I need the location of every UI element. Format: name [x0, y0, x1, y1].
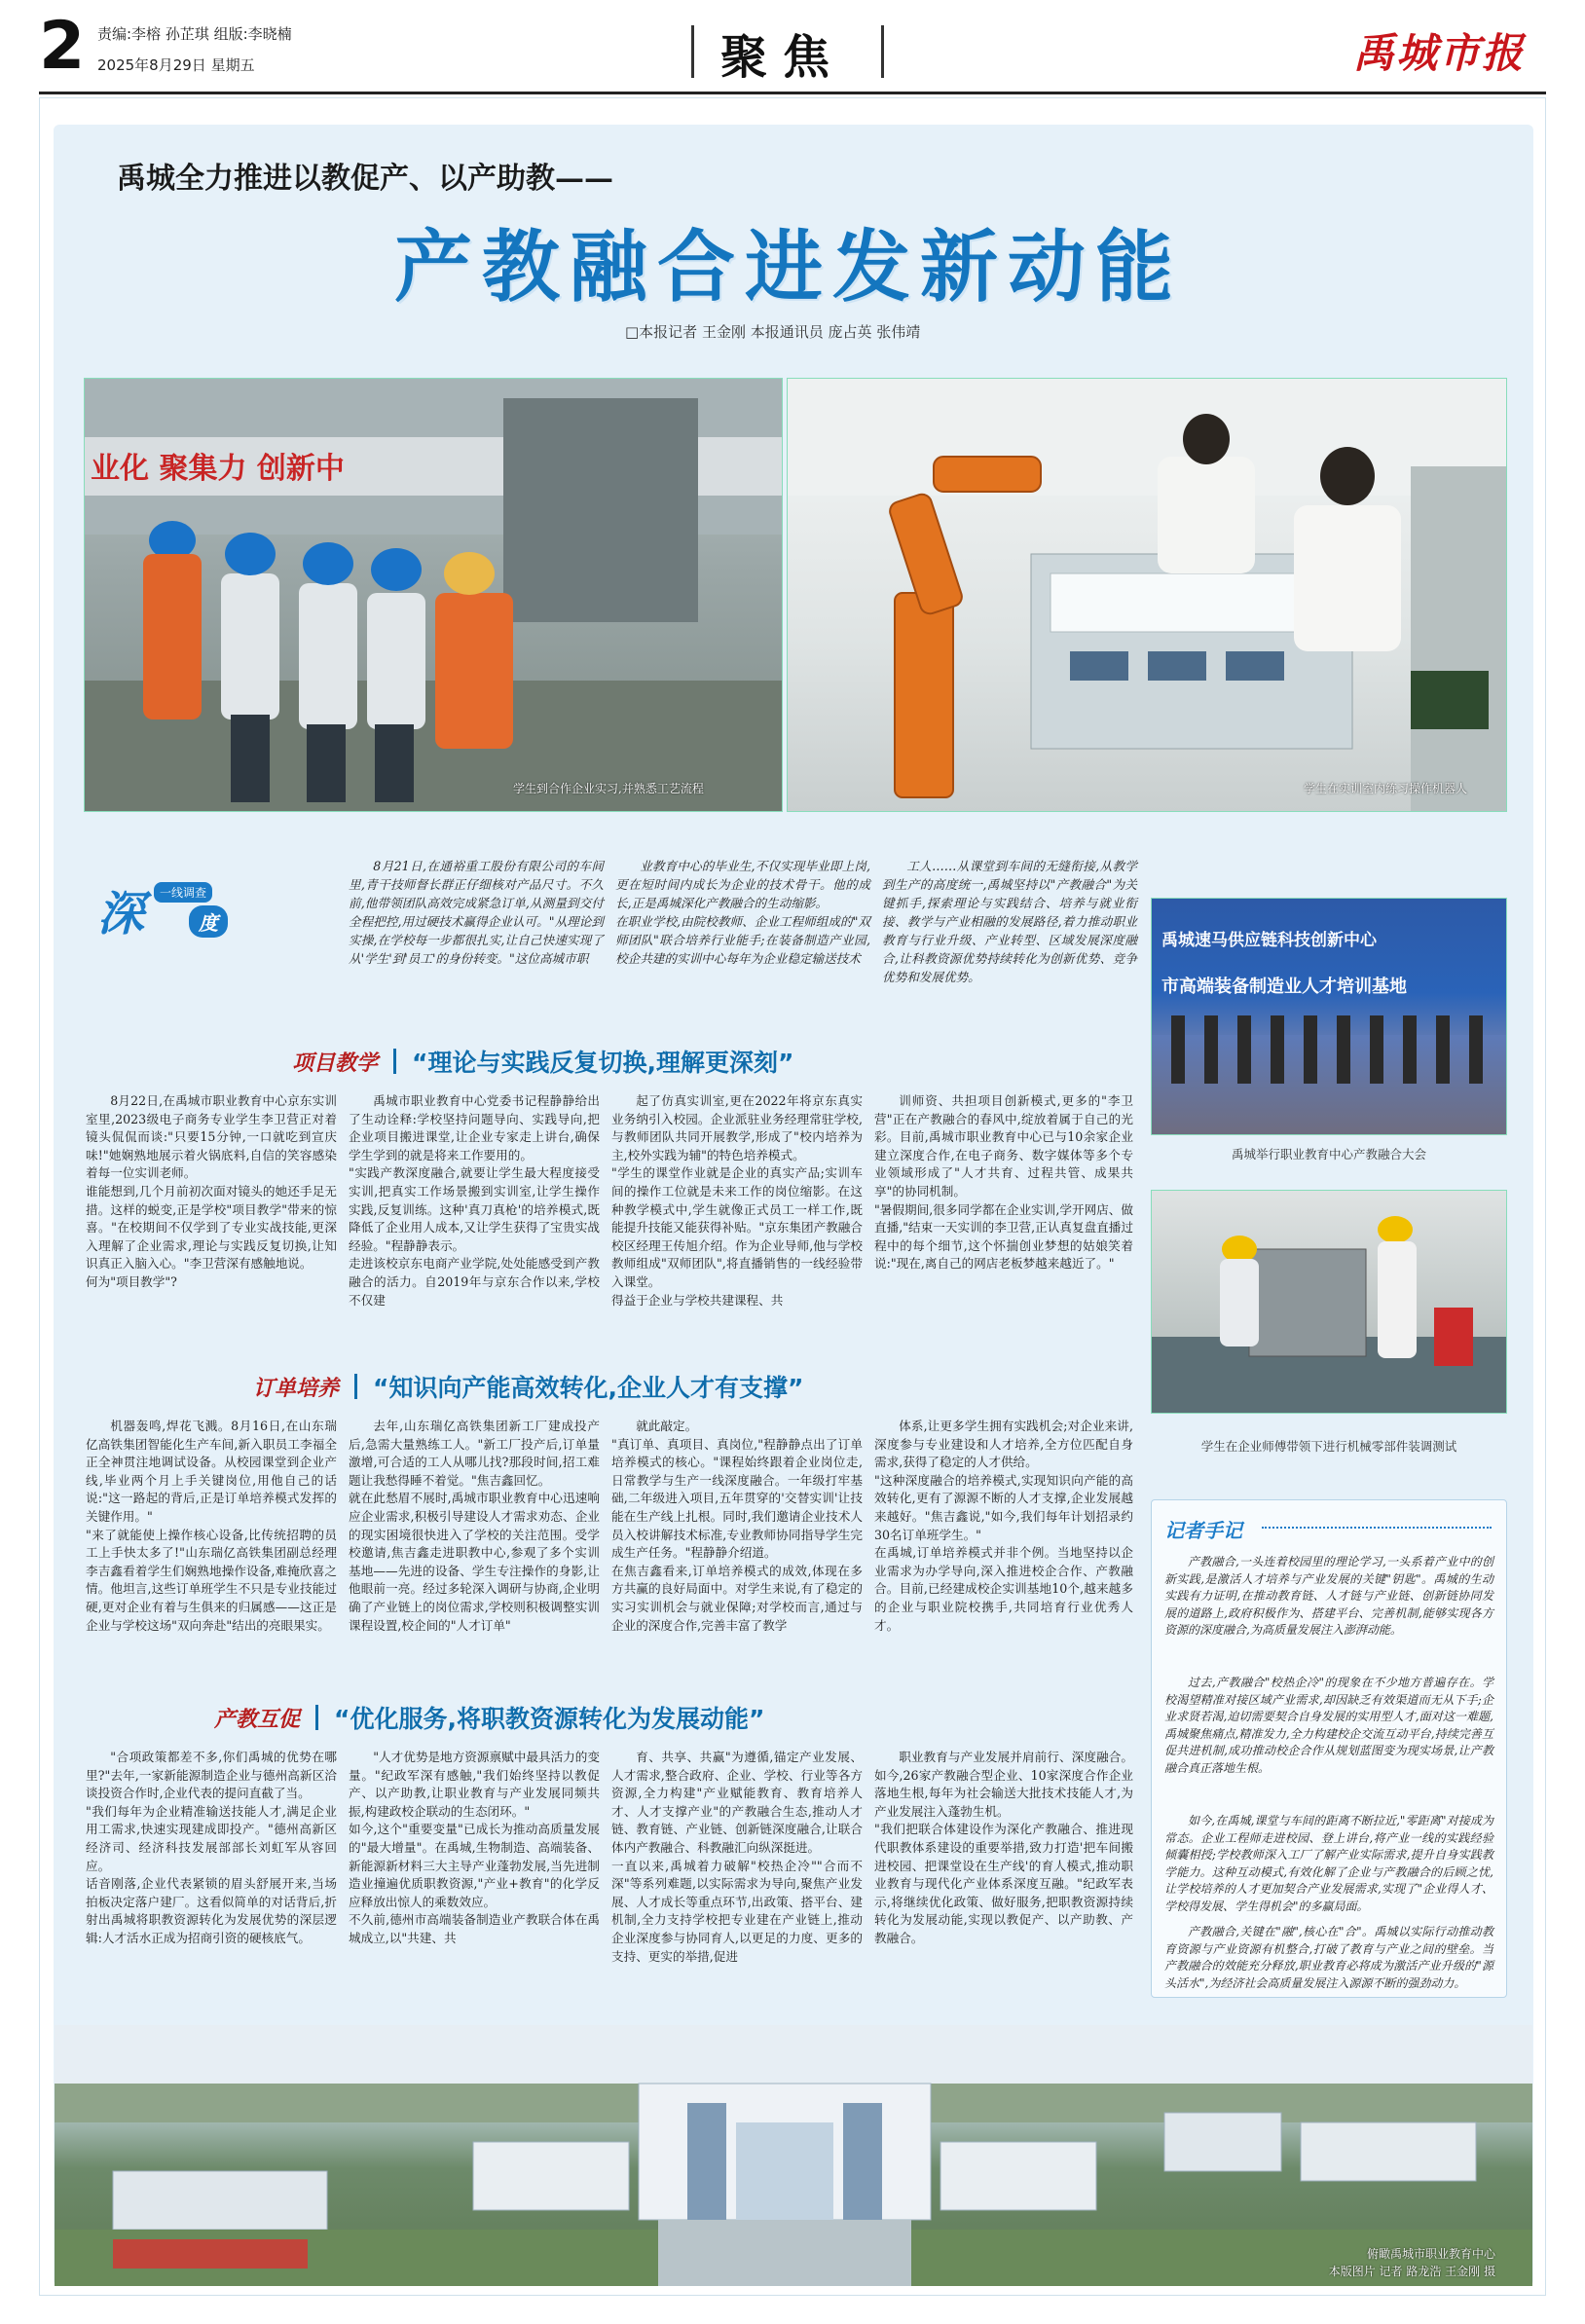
section-2-bar: [354, 1374, 357, 1399]
header-divider-left: [691, 25, 694, 78]
section-3-col-2: "人才优势是地方资源禀赋中最具活力的变量。"纪政军深有感触,"我们始终坚持以教促产、以产助教,让职业教育与产业发展同频共振,构建政校企联动的生态闭环。" 如今,这个"重要变量"已成长为推动高质量发展的"最大增量"。在禹城,生物制造、高端装备、新能源新材料三大主导产业蓬勃发展,当先进制造业撞遍优质职教资源,"产业+教育"的化学反应释放出惊人的乘数效应。 不久前,德州市高端装备制造业产教联合体在禹城成立,以"共建、共: [349, 1750, 600, 1945]
section-2-col-3: 就此敲定。 "真订单、真项目、真岗位,"程静静点出了订单培养模式的核心。"课程始终跟着企业岗位走,日常教学与生产一线深度融合。一年级打牢基础,二年级进入项目,五年贯穿的'交替实训'让技能在生产线上扎根。同时,我们邀请企业技术人员入校讲解技术标准,专业教师协同指导学生完成生产任务。"程静静介绍道。 在焦吉鑫看来,订单培养模式的成效,体现在多方共赢的良好局面中。对学生来说,有了稳定的实习实训机会与就业保障;对学校而言,通过与企业的深度合作,完善丰富了教学: [611, 1419, 863, 1633]
page-number: 2: [39, 8, 86, 85]
section-2-col-2: 去年,山东瑞亿高铁集团新工厂建成投产后,急需大量熟练工人。"新工厂投产后,订单量激增,可合适的工人从哪儿找?那段时间,招工难题让我愁得睡不着觉。"焦吉鑫回忆。 就在此愁眉不展时,禹城市职业教育中心迅速响应企业需求,积极引导建设人才需求劝态、企业的现实困境很快进入了学校的关注范围。受学校邀请,焦吉鑫走进职教中心,参观了多个实训基地——先进的设备、学生专注操作的身影,让他眼前一亮。经过多轮深入调研与协商,企业明确了产业链上的岗位需求,学校则积极调整实训课程设置,校企间的"人才订单": [349, 1419, 600, 1633]
photo-conference-caption: 禹城举行职业教育中心产教融合大会: [1231, 1147, 1426, 1162]
photo-robot-lab: [787, 378, 1507, 812]
section-2-header: [253, 1367, 803, 1406]
section-1-col-2: 禹城市职业教育中心党委书记程静静给出了生动诠释:学校坚持问题导向、实践导向,把企业项目搬进课堂,让企业专家走上讲台,确保学生学到的就是将来工作要用的。 "实践产教深度融合,就要让学生最大程度接受实训,把真实工作场景搬到实训室,让学生操作实践,反复训练。这种'真刀真枪'的培养模式,既降低了企业用人成本,又让学生获得了宝贵实战经验。"程静静表示。 走进该校京东电商产业学院,处处能感受到产教融合的活力。自2019年与京东合作以来,学校不仅建: [349, 1093, 600, 1308]
notes-dots: [1262, 1527, 1492, 1529]
notes-paragraph-4: 产教融合,关键在"融",核心在"合"。禹城以实际行动推动教育资源与产业资源有机整合,打破了教育与产业之间的壁垒。当产教融合的效能充分释放,职业教育必将成为激活产业升级的"源头活水",为经济社会高质量发展注入源源不断的强劲动力。: [1164, 1925, 1493, 1990]
section-3-col-4: 职业教育与产业发展并肩前行、深度融合。如今,26家产教融合型企业、10家深度合作企业落地生根,每年为社会输送大批技术技能人才,为产业发展注入蓬勃生机。 "我们把联合体建设作为深化产教融合、推进现代职教体系建设的重要举措,致力打造'把车间搬进校园、把课堂设在生产线'的育人模式,推动职业教育与现代化产业体系深度互融。"纪政军表示,将继续优化政策、做好服务,把职教资源持续转化为发展动能,实现以教促产、以产助教、产教融合。: [874, 1750, 1133, 1945]
section-1-col-3: 起了仿真实训室,更在2022年将京东真实业务纳引入校园。企业派驻业务经理常驻学校,与教师团队共同开展教学,形成了"校内培养为主,校外实践为辅"的特色培养模式。 "学生的课堂作业就是企业的真实产品;实训车间的操作工位就是未来工作的岗位缩影。在这种教学模式中,学生就像正式员工一样工作,既能提升技能又能获得补贴。"京东集团产教融合校区经理王传旭介绍。作为企业导师,他与学校教师组成"双师团队",将直播销售的一线经验带入课堂。 得益于企业与学校共建课程、共: [611, 1093, 863, 1308]
aerial-campus-scene: [55, 2025, 1532, 2286]
section-3-label: 产教互促: [214, 1706, 301, 1732]
photo-workshop: [84, 378, 783, 812]
section-2-col-1: 机器轰鸣,焊花飞溅。8月16日,在山东瑞亿高铁集团智能化生产车间,新入职员工李福全正全神贯注地调试设备。从校园课堂到企业产线,毕业两个月上手关键岗位,用他自己的话说:"这一路起的背后,正是订单培养模式发挥的关键作用。" "来了就能使上操作核心设备,比传统招聘的员工上手快太多了!"山东瑞亿高铁集团副总经理李吉鑫看着学生们娴熟地操作设备,难掩欣喜之情。他坦言,这些订单班学生不只是专业技能过硬,更对企业有着与生俱来的归属感——这正是企业与学校这场"双向奔赴"结出的亮眼果实。: [86, 1419, 337, 1633]
section-1-col-4: 训师资、共担项目创新模式,更多的"李卫营"正在产教融合的春风中,绽放着属于自己的光彩。目前,禹城市职业教育中心已与10余家企业建立深度合作,在电子商务、数字媒体等多个专业领域形成了"人才共育、过程共管、成果共享"的协同机制。 "暑假期间,很多同学都在企业实训,学开网店、做直播,"结束一天实训的李卫营,正认真复盘直播过程中的每个细节,这个怀揣创业梦想的姑娘笑着说:"现在,离自己的网店老板梦越来越近了。": [874, 1093, 1133, 1272]
issue-date: 2025年8月29日 星期五: [97, 56, 255, 74]
section-2-label: 订单培养: [253, 1375, 340, 1401]
aerial-caption-1: 俯瞰禹城市职业教育中心: [1366, 2247, 1495, 2261]
badge-sub: 一线调查: [154, 882, 212, 903]
svg-text:业化 聚集力 创新中: 业化 聚集力 创新中: [91, 452, 345, 486]
section-2-title: “知识向产能高效转化,企业人才有支撑”: [373, 1374, 804, 1402]
headline-title: 产教融合进发新动能: [394, 222, 1183, 313]
workshop-scene: [85, 379, 783, 812]
notes-paragraph-2: 过去,产教融合"校热企冷"的现象在不少地方普遍存在。学校渴望精准对接区域产业需求,却因缺乏有效渠道而无从下手;企业求贤若渴,迫切需要契合自身发展的实用型人才,面对这一难题,禹城聚焦痛点,精准发力,全力构建校企交流互动平台,持续完善互促共进机制,成功推动校企合作从规划蓝图变为现实场景,让产教融合真正落地生根。: [1164, 1676, 1493, 1775]
intro-col-2: 业教育中心的毕业生,不仅实现毕业即上岗,更在短时间内成长为企业的技术骨干。他的成长,正是禹城深化产教融合的生动缩影。 在职业学校,由院校教师、企业工程师组成的"双师团队"联合培养行业能手;在装备制造产业园,校企共建的实训中心每年为企业稳定输送技术: [615, 859, 870, 966]
header-divider-right: [881, 25, 884, 78]
badge-main: 深: [97, 887, 145, 941]
byline: □本报记者 王金刚 本报通讯员 庞占英 张伟靖: [625, 323, 921, 341]
section-3-bar: [315, 1705, 318, 1730]
photo-aerial-campus: [55, 2025, 1532, 2286]
intro-col-1: 8月21日,在通裕重工股份有限公司的车间里,青干技师督长群正仔细核对产品尺寸。不久前,他带领团队高效完成紧急订单,从测量到交付全程把控,用过硬技术赢得企业认可。"从理论到实操,在学校每一步都很扎实,让自己快速实现了从'学生'到'员工'的身份转变。"这位高城市职: [349, 859, 604, 966]
section-1-bar: [393, 1049, 396, 1074]
section-1-label: 项目教学: [292, 1050, 379, 1076]
notes-paragraph-3: 如今,在禹城,课堂与车间的距离不断拉近,"零距离"对接成为常态。企业工程师走进校园、登上讲台,将产业一线的实践经验倾囊相授;学校教师深入工厂了解产业实际需求,提升自身实践教学能力。这种互动模式,有效化解了企业与产教融合的后顾之忧,让学校培养的人才更加契合产业发展需求,实现了"企业得人才、学校得发展、学生得机会"的多赢局面。: [1164, 1814, 1493, 1913]
section-3-header: [214, 1698, 764, 1737]
intro-col-3: 工人……从课堂到车间的无缝衔接,从教学到生产的高度统一,禹城坚持以"产教融合"为关键抓手,探索理论与实践结合、培养与就业衔接、教学与产业相融的发展路径,着力推动职业教育与行业升级、产业转型、区域发展深度融合,让科教资源优势持续转化为创新优势、竞争优势和发展优势。: [882, 859, 1137, 984]
conference-banner-1: 禹城速马供应链科技创新中心: [1161, 931, 1377, 950]
headline-kicker: 禹城全力推进以教促产、以产助教——: [117, 162, 613, 196]
section-1-col-1: 8月22日,在禹城市职业教育中心京东实训室里,2023级电子商务专业学生李卫营正对着镜头侃侃而谈:"只要15分钟,一口就吃到宣庆味!"她娴熟地展示着火锅底料,自信的笑容感染着每一位实训老师。 谁能想到,几个月前初次面对镜头的她还手足无措。这样的蜕变,正是学校"项目教学"带来的惊喜。"在校期间不仅学到了专业实战技能,更深入理解了企业需求,理论与实践反复切换,让知识真正入脑入心。"李卫营深有感触地说。 何为"项目教学"?: [86, 1093, 337, 1289]
section-2-col-4: 体系,让更多学生拥有实践机会;对企业来讲,深度参与专业建设和人才培养,全方位匹配自身需求,获得了稳定的人才供给。 "这种深度融合的培养模式,实现知识向产能的高效转化,更有了源源不断的人才支撑,企业发展越来越好。"焦吉鑫说,"如今,我们每年计划招录约30名订单班学生。" 在禹城,订单培养模式并非个例。当地坚持以企业需求为办学导向,深入推进校企合作、产教融合。目前,已经建成校企实训基地10个,越来越多的企业与职业院校携手,共同培育行业优秀人才。: [874, 1419, 1133, 1633]
notes-title: 记者手记: [1164, 1519, 1242, 1542]
aerial-caption-2: 本版图片 记者 路龙浩 王金刚 摄: [1328, 2265, 1495, 2278]
section-3-title: “优化服务,将职教资源转化为发展动能”: [334, 1705, 765, 1733]
conference-people: [1171, 1015, 1493, 1084]
photo-assembly: [1151, 1190, 1507, 1414]
header-rule: [39, 92, 1546, 94]
section-1-header: [292, 1042, 793, 1081]
depth-badge: [97, 876, 253, 939]
conference-banner-2: 市高端装备制造业人才培训基地: [1161, 977, 1407, 997]
editors: 责编:李榕 孙芷琪 组版:李晓楠: [97, 25, 292, 43]
section-3-col-1: "合项政策都差不多,你们禹城的优势在哪里?"去年,一家新能源制造企业与德州高新区洽谈投资合作时,企业代表的提问直截了当。 "我们每年为企业精准输送技能人才,满足企业用工需求,快速实现建成即投产。"德州高新区经济司、经济科技发展部部长刘虹军从容回应。 话音刚落,企业代表紧锁的眉头舒展开来,当场拍板决定落户建厂。这看似简单的对话背后,折射出禹城将职教资源转化为发展优势的深层逻辑:人才活水正成为招商引资的硬核底气。: [86, 1750, 337, 1945]
assembly-scene: [1152, 1191, 1507, 1414]
photo-workshop-caption: 学生到合作企业实习,并熟悉工艺流程: [513, 782, 704, 795]
photo-assembly-caption: 学生在企业师傅带领下进行机械零部件装调测试: [1200, 1439, 1457, 1454]
section-3-col-3: 育、共享、共赢"为遵循,锚定产业发展、人才需求,整合政府、企业、学校、行业等各方资源,全力构建"产业赋能教育、教育培养人才、人才支撑产业"的产教融合生态,推动人才链、教育链、产业链、创新链深度融合,让联合体内产教融合、科教融汇向纵深挺进。 一直以来,禹城着力破解"校热企冷""合而不深"等系列难题,以实际需求为导向,聚焦产业发展、人才成长等重点环节,出政策、搭平台、建机制,全力支持学校把专业建在产业链上,推动企业深度参与协同育人,以更足的力度、更多的支持、更实的举措,促进: [611, 1750, 863, 1964]
robot-lab-scene: [788, 379, 1507, 812]
photo-conference: [1151, 898, 1507, 1135]
badge-end: 度: [189, 905, 228, 938]
notes-paragraph-1: 产教融合,一头连着校园里的理论学习,一头系着产业中的创新实践,是激活人才培养与产业发展的关键"钥匙"。禹城的生动实践有力证明,在推动教育链、人才链与产业链、创新链协同发展的道路上,政府积极作为、搭建平台、完善机制,能够实现各方资源的深度融合,为高质量发展注入澎湃动能。: [1164, 1555, 1493, 1638]
section-1-title: “理论与实践反复切换,理解更深刻”: [412, 1049, 794, 1077]
photo-robot-caption: 学生在实训室内练习操作机器人: [1304, 782, 1468, 795]
paper-logo: 禹城市报: [1353, 29, 1526, 77]
section-name: 聚焦: [720, 30, 846, 85]
